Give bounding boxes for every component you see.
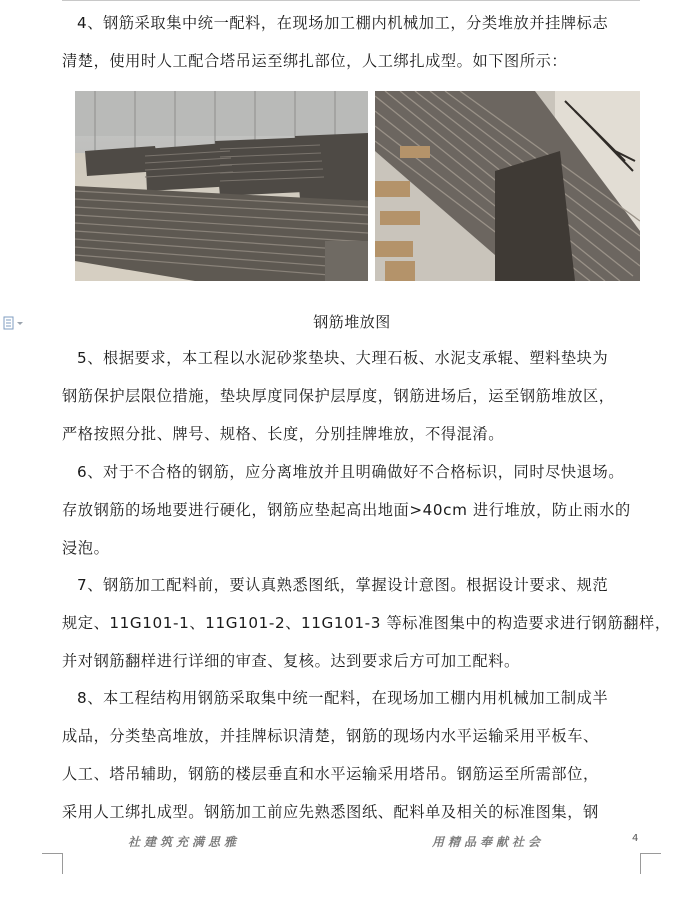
paragraph-6-line-2: 存放钢筋的场地要进行硬化，钢筋应垫起高出地面>40cm 进行堆放，防止雨水的 — [62, 501, 631, 519]
paragraph-4-line-1: 4、钢筋采取集中统一配料，在现场加工棚内机械加工，分类堆放并挂牌标志 — [77, 14, 609, 32]
rebar-stack-photo-right — [375, 91, 640, 281]
footer-slogan-right: 用精品奉献社会 — [432, 835, 545, 849]
figure-caption: 钢筋堆放图 — [313, 313, 391, 331]
paragraph-4-line-2: 清楚，使用时人工配合塔吊运至绑扎部位，人工绑扎成型。如下图所示： — [62, 52, 568, 70]
paragraph-5-line-2: 钢筋保护层限位措施，垫块厚度同保护层厚度，钢筋进场后，运至钢筋堆放区， — [62, 387, 615, 405]
paragraph-6-line-1: 6、对于不合格的钢筋，应分离堆放并且明确做好不合格标识，同时尽快退场。 — [77, 463, 625, 481]
paragraph-5-line-3: 严格按照分批、牌号、规格、长度，分别挂牌堆放，不得混淆。 — [62, 425, 505, 443]
footer-slogan-left: 社建筑充满思雅 — [128, 835, 241, 849]
paragraph-5 — [62, 339, 642, 453]
page-number: 4 — [632, 833, 639, 844]
paragraph-6-line-3: 浸泡。 — [62, 539, 110, 557]
paragraph-8-line-4: 采用人工绑扎成型。钢筋加工前应先熟悉图纸、配料单及相关的标准图集，钢 — [62, 803, 599, 821]
paragraph-7 — [62, 566, 671, 680]
paragraph-8-line-1: 8、本工程结构用钢筋采取集中统一配料，在现场加工棚内用机械加工制成半 — [77, 689, 609, 707]
paragraph-5-line-1: 5、根据要求，本工程以水泥砂浆垫块、大理石板、水泥支承辊、塑料垫块为 — [77, 349, 609, 367]
header-rule — [62, 0, 640, 1]
crop-mark-bottom-left — [42, 853, 63, 874]
paragraph-8-line-3: 人工、塔吊辅助，钢筋的楼层垂直和水平运输采用塔吊。钢筋运至所需部位， — [62, 765, 599, 783]
paragraph-6 — [62, 453, 642, 567]
document-paragraph-icon[interactable] — [3, 315, 25, 329]
crop-mark-bottom-right — [640, 853, 661, 874]
paragraph-4 — [62, 4, 642, 80]
paragraph-8 — [62, 679, 642, 831]
paragraph-8-line-2: 成品，分类垫高堆放，并挂牌标识清楚，钢筋的现场内水平运输采用平板车、 — [62, 727, 599, 745]
paragraph-7-line-1: 7、钢筋加工配料前，要认真熟悉图纸，掌握设计意图。根据设计要求、规范 — [77, 576, 609, 594]
rebar-stack-photo-left — [75, 91, 368, 281]
paragraph-7-line-2: 规定、11G101-1、11G101-2、11G101-3 等标准图集中的构造要求进行钢筋翻样， — [62, 614, 671, 632]
paragraph-7-line-3: 并对钢筋翻样进行详细的审查、复核。达到要求后方可加工配料。 — [62, 652, 520, 670]
